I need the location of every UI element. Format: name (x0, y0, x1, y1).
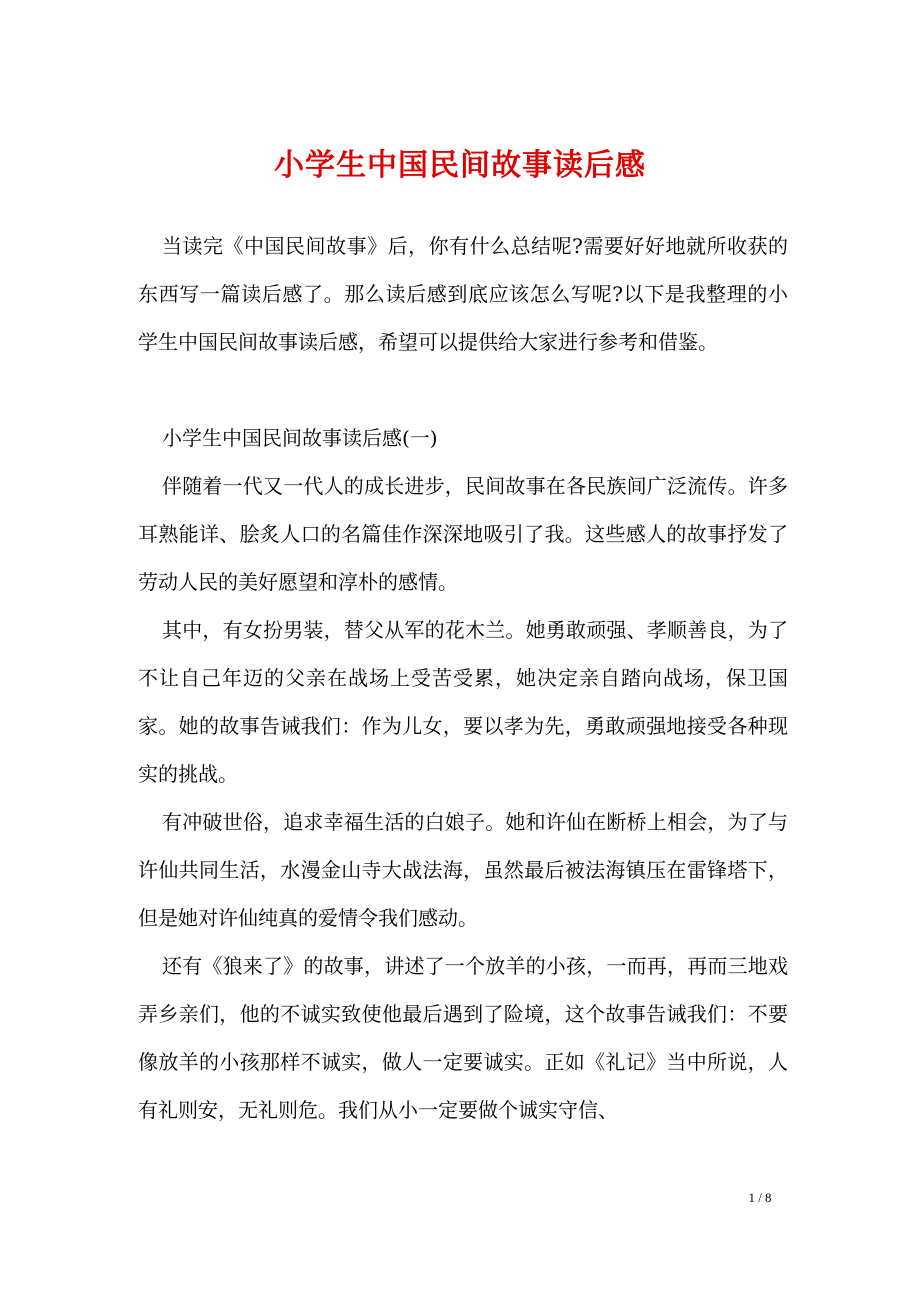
document-body (138, 222, 788, 1134)
body-paragraph: 还有《狼来了》的故事，讲述了一个放羊的小孩，一而再，再而三地戏弄乡亲们，他的不诚实致使他最后遇到了险境，这个故事告诫我们：不要像放羊的小孩那样不诚实，做人一定要诚实。正如《礼记》当中所说，人有礼则安，无礼则危。我们从小一定要做个诚实守信、 (138, 954, 788, 1122)
body-paragraph: 伴随着一代又一代人的成长进步，民间故事在各民族间广泛流传。许多耳熟能详、脍炙人口的名篇佳作深深地吸引了我。这些感人的故事抒发了劳动人民的美好愿望和淳朴的感情。 (138, 474, 788, 594)
page-number: 1 / 8 (748, 1190, 772, 1205)
body-paragraph: 有冲破世俗，追求幸福生活的白娘子。她和许仙在断桥上相会，为了与许仙共同生活，水漫金山寺大战法海，虽然最后被法海镇压在雷锋塔下，但是她对许仙纯真的爱情令我们感动。 (138, 810, 788, 930)
document-title: 小学生中国民间故事读后感 (274, 148, 646, 183)
section-heading: 小学生中国民间故事读后感(一) (162, 426, 438, 450)
body-paragraph: 其中，有女扮男装，替父从军的花木兰。她勇敢顽强、孝顺善良，为了不让自己年迈的父亲在战场上受苦受累，她决定亲自踏向战场，保卫国家。她的故事告诫我们：作为儿女，要以孝为先，勇敢顽强地接受各种现实的挑战。 (138, 618, 788, 786)
intro-paragraph: 当读完《中国民间故事》后，你有什么总结呢?需要好好地就所收获的东西写一篇读后感了。那么读后感到底应该怎么写呢?以下是我整理的小学生中国民间故事读后感，希望可以提供给大家进行参考和借鉴。 (138, 234, 788, 354)
